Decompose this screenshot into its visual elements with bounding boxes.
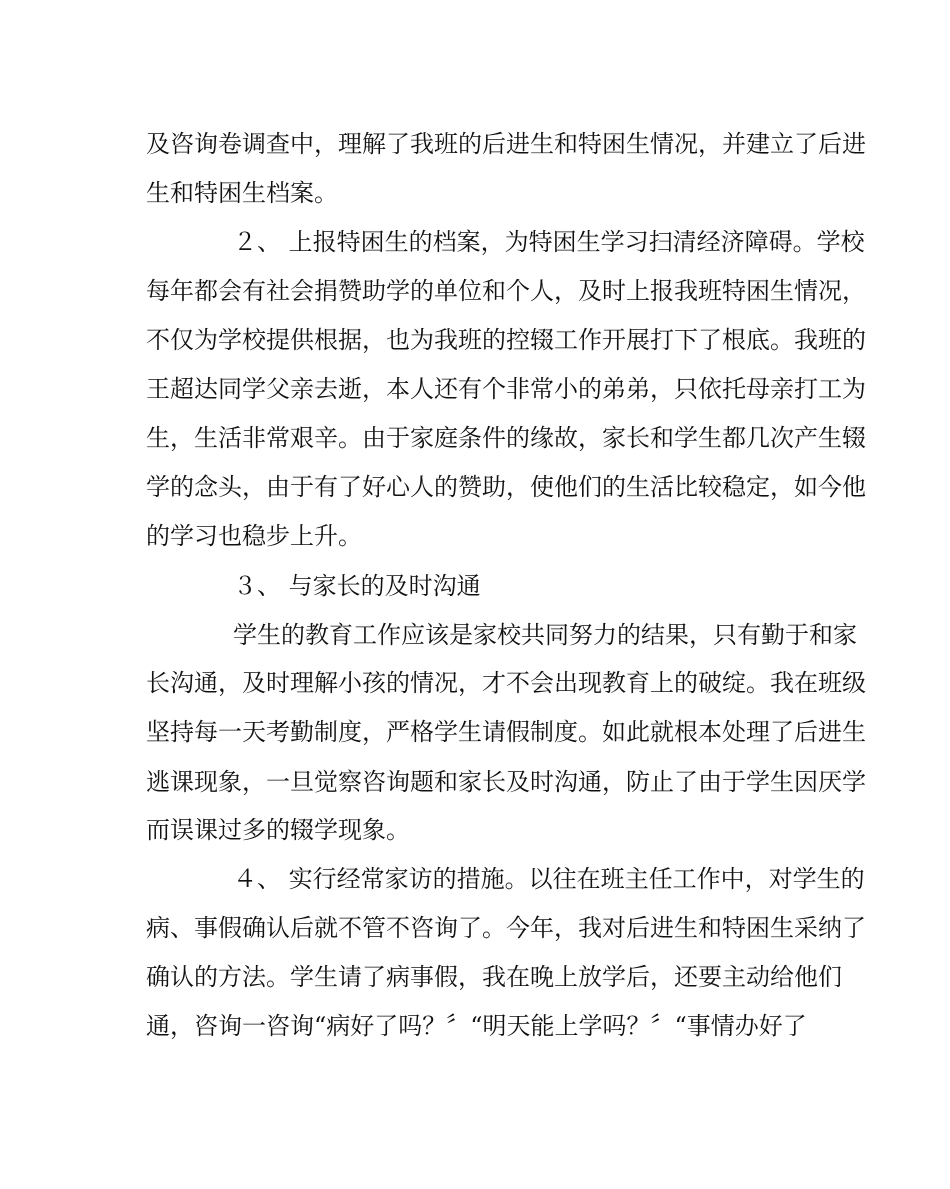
- text-line: 逃课现象，一旦觉察咨询题和家长及时沟通，防止了由于学生因厌学: [146, 768, 866, 796]
- text-line: 通，咨询一咨询“病好了吗？〞“明天能上学吗？〞“事情办好了: [146, 1012, 807, 1040]
- text-line: 确认的方法。学生请了病事假，我在晚上放学后，还要主动给他们: [146, 963, 842, 991]
- text-line: 及咨询卷调查中，理解了我班的后进生和特困生情况，并建立了后进: [146, 130, 866, 158]
- text-line: 每年都会有社会捐赞助学的单位和个人，及时上报我班特困生情况，: [146, 277, 866, 305]
- text-line: 生和特困生档案。: [146, 179, 338, 207]
- text-line: 长沟通，及时理解小孩的情况，才不会出现教育上的破绽。我在班级: [146, 669, 866, 697]
- text-line: 王超达同学父亲去逝，本人还有个非常小的弟弟，只依托母亲打工为: [146, 375, 866, 403]
- text-line: 不仅为学校提供根据，也为我班的控辍工作开展打下了根底。我班的: [146, 326, 866, 354]
- text-line: ４、 实行经常家访的措施。以往在班主任工作中，对学生的: [233, 865, 865, 893]
- text-line: ２、 上报特困生的档案，为特困生学习扫清经济障碍。学校: [233, 228, 865, 256]
- text-line: 的学习也稳步上升。: [146, 522, 362, 550]
- text-line: 学生的教育工作应该是家校共同努力的结果，只有勤于和家: [233, 621, 857, 649]
- text-line: 病、事假确认后就不管不咨询了。今年，我对后进生和特困生采纳了: [146, 914, 866, 942]
- text-line: 生，生活非常艰辛。由于家庭条件的缘故，家长和学生都几次产生辍: [146, 424, 866, 452]
- text-line: 而误课过多的辍学现象。: [146, 816, 410, 844]
- text-line: ３、 与家长的及时沟通: [233, 572, 481, 600]
- text-line: 学的念头，由于有了好心人的赞助，使他们的生活比较稳定，如今他: [146, 473, 866, 501]
- text-line: 坚持每一天考勤制度，严格学生请假制度。如此就根本处理了后进生: [146, 718, 866, 746]
